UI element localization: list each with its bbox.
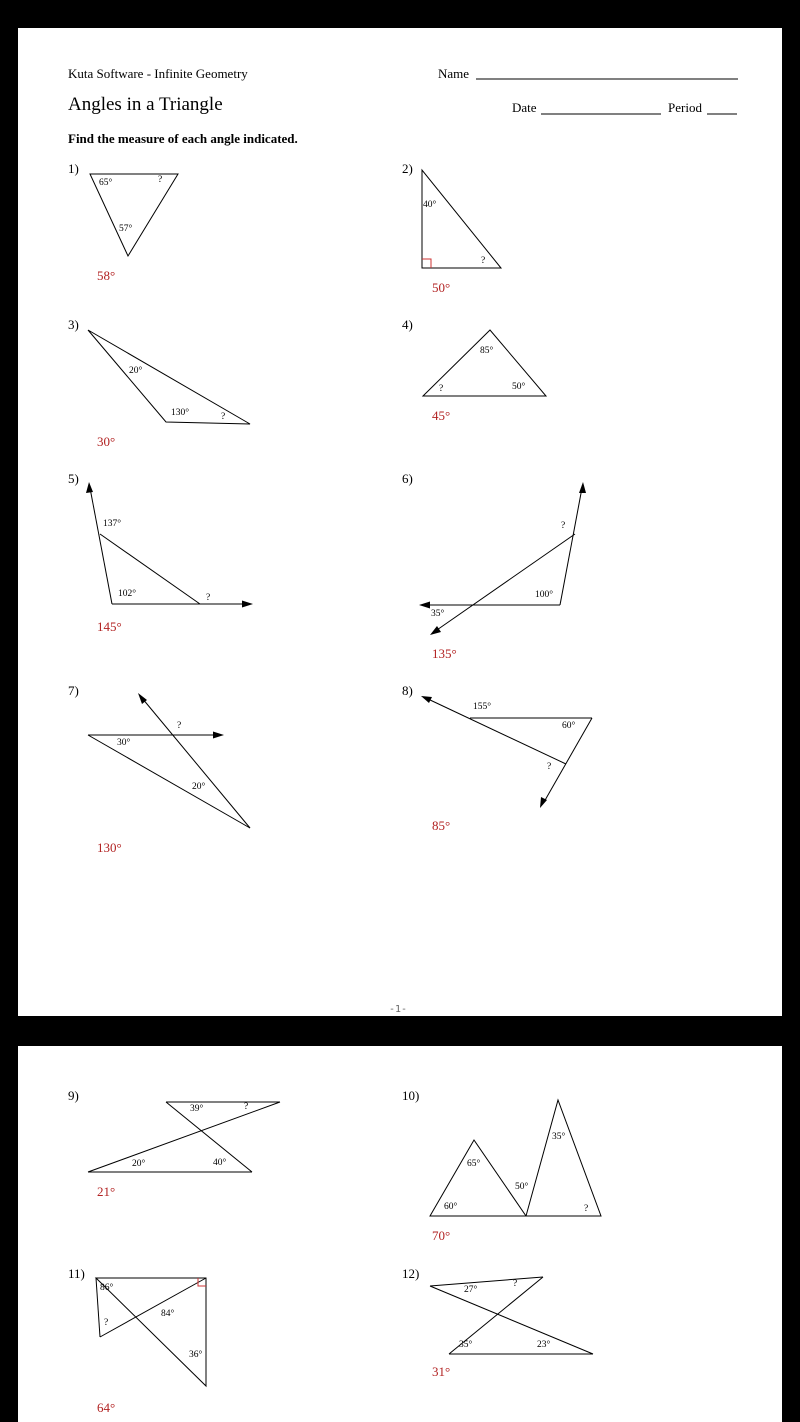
problem-number: 1)	[68, 161, 79, 176]
angle-label: 39°	[190, 1104, 204, 1114]
angle-label: 85°	[480, 346, 494, 356]
angle-label: 36°	[189, 1350, 203, 1360]
angle-label: 27°	[464, 1285, 478, 1295]
triangle-figure-12	[18, 1046, 782, 1422]
problem-number: 12)	[402, 1266, 420, 1281]
angle-label: 20°	[132, 1159, 146, 1169]
angle-label: 40°	[423, 200, 437, 210]
period-label: Period	[668, 100, 702, 115]
answer: 21°	[97, 1184, 116, 1199]
angle-label: ?	[561, 521, 566, 531]
instructions: Find the measure of each angle indicated.	[68, 131, 298, 146]
angle-label: 35°	[459, 1340, 473, 1350]
angle-label: 100°	[535, 590, 554, 600]
answer: 85°	[432, 818, 451, 833]
problem-number: 7)	[68, 683, 79, 698]
angle-label: ?	[158, 175, 163, 185]
angle-label: 40°	[213, 1158, 227, 1168]
angle-label: 20°	[129, 366, 143, 376]
angle-label: 50°	[512, 382, 526, 392]
answer: 130°	[97, 840, 122, 855]
angle-label: 60°	[562, 721, 576, 731]
answer: 58°	[97, 268, 116, 283]
angle-label: ?	[513, 1279, 518, 1289]
answer: 45°	[432, 408, 451, 423]
angle-label: ?	[221, 412, 226, 422]
angle-label: 23°	[537, 1340, 551, 1350]
angle-label: ?	[584, 1204, 589, 1214]
angle-label: 35°	[552, 1132, 566, 1142]
name-label: Name	[438, 66, 470, 81]
problem-number: 9)	[68, 1088, 79, 1103]
problem-number: 11)	[68, 1266, 85, 1281]
problem-number: 8)	[402, 683, 413, 698]
angle-label: 65°	[99, 178, 113, 188]
date-label: Date	[512, 100, 537, 115]
angle-label: 50°	[515, 1182, 529, 1192]
angle-label: ?	[244, 1102, 249, 1112]
problem-number: 10)	[402, 1088, 420, 1103]
angle-label: 20°	[192, 782, 206, 792]
angle-label: 130°	[171, 408, 190, 418]
angle-label: 60°	[444, 1202, 458, 1212]
answer: 64°	[97, 1400, 116, 1415]
angle-label: 102°	[118, 589, 137, 599]
problem-number: 3)	[68, 317, 79, 332]
angle-label: 155°	[473, 702, 492, 712]
worksheet-title: Angles in a Triangle	[68, 94, 223, 115]
angle-label: ?	[104, 1318, 109, 1328]
worksheet-page-2	[18, 1046, 782, 1422]
problem-number: 2)	[402, 161, 413, 176]
angle-label: 35°	[431, 609, 445, 619]
angle-label: 137°	[103, 519, 122, 529]
angle-label: ?	[206, 593, 211, 603]
answer: 30°	[97, 434, 116, 449]
angle-label: ?	[177, 721, 182, 731]
worksheet-page-1	[18, 28, 782, 1016]
problem-number: 4)	[402, 317, 413, 332]
angle-label: ?	[481, 256, 486, 266]
answer: 145°	[97, 619, 122, 634]
problem-number: 6)	[402, 471, 413, 486]
answer: 70°	[432, 1228, 451, 1243]
answer: 50°	[432, 280, 451, 295]
page-number-footer: -1-	[389, 1004, 408, 1015]
angle-label: 84°	[161, 1309, 175, 1319]
publisher-label: Kuta Software - Infinite Geometry	[68, 66, 248, 81]
answer: 31°	[432, 1364, 451, 1379]
triangle-figure-8	[18, 28, 782, 1016]
angle-label: 30°	[117, 738, 131, 748]
answer: 135°	[432, 646, 457, 661]
angle-label: 57°	[119, 224, 133, 234]
problem-number: 5)	[68, 471, 79, 486]
angle-label: 65°	[467, 1159, 481, 1169]
angle-label: ?	[547, 762, 552, 772]
angle-label: 86°	[100, 1283, 114, 1293]
angle-label: ?	[439, 384, 444, 394]
